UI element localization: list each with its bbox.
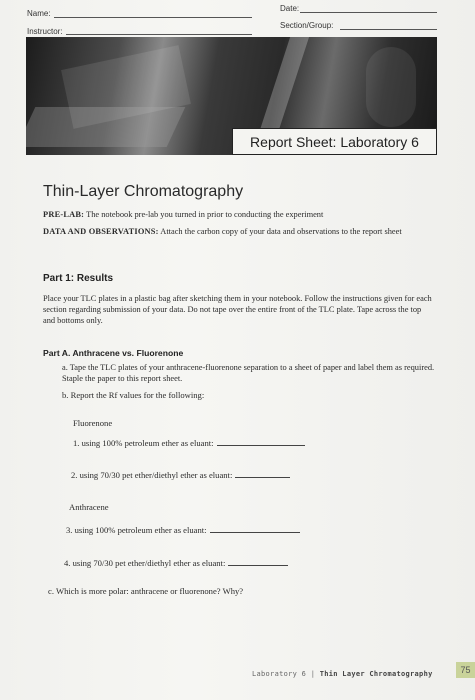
- question-4-text: 4. using 70/30 pet ether/diethyl ether as eluant:: [64, 558, 226, 568]
- data-observations-paragraph: [43, 226, 413, 237]
- footer-title: Thin Layer Chromatography: [319, 670, 433, 678]
- question-1: [73, 437, 305, 448]
- question-3-text: 3. using 100% petroleum ether as eluant:: [66, 525, 207, 535]
- page-footer: [252, 670, 433, 678]
- partA-item-b: b. Report the Rf values for the following:: [62, 390, 205, 400]
- footer-lab: Laboratory 6: [252, 670, 307, 678]
- page-title: Thin-Layer Chromatography: [43, 183, 244, 200]
- question-2: [71, 469, 290, 480]
- prelab-label: PRE-LAB:: [43, 210, 85, 219]
- question-2-answer-field[interactable]: [235, 469, 290, 478]
- prelab-paragraph: [43, 209, 433, 220]
- date-field[interactable]: [300, 12, 437, 13]
- prelab-text: The notebook pre-lab you turned in prior to conducting the experiment: [84, 210, 324, 219]
- partA-heading: Part A. Anthracene vs. Fluorenone: [43, 348, 184, 358]
- question-4-answer-field[interactable]: [228, 557, 288, 566]
- part1-instructions: Place your TLC plates in a plastic bag after sketching them in your notebook. Follow the instructions given for each section regarding submission of your data. Do not tape over the entire front of the TLC plate. Tape across the top and bottoms only.: [43, 294, 432, 325]
- question-1-text: 1. using 100% petroleum ether as eluant:: [73, 438, 214, 448]
- question-4: [64, 557, 288, 568]
- data-observations-label: DATA AND OBSERVATIONS:: [43, 227, 159, 236]
- report-sheet-title: Report Sheet: Laboratory 6: [232, 128, 437, 155]
- name-label: Name:: [27, 9, 51, 18]
- name-field[interactable]: [54, 17, 252, 18]
- question-3-answer-field[interactable]: [210, 524, 300, 533]
- partA-item-c: c. Which is more polar: anthracene or fluorenone? Why?: [48, 586, 244, 596]
- page-number: 75: [456, 662, 475, 678]
- partA-item-a: a. Tape the TLC plates of your anthracene-fluorenone separation to a sheet of paper and label them as required. Staple the paper to this report sheet.: [62, 363, 435, 383]
- part1-heading: Part 1: Results: [43, 273, 114, 284]
- section-group-field[interactable]: [340, 29, 437, 30]
- instructor-field[interactable]: [66, 34, 252, 35]
- section-group-label: Section/Group:: [280, 21, 334, 30]
- question-2-text: 2. using 70/30 pet ether/diethyl ether as eluant:: [71, 470, 233, 480]
- question-1-answer-field[interactable]: [217, 437, 305, 446]
- question-3: [66, 524, 300, 535]
- anthracene-label: Anthracene: [69, 502, 109, 512]
- date-label: Date:: [280, 4, 300, 13]
- footer-separator: |: [306, 670, 320, 678]
- data-observations-text: Attach the carbon copy of your data and observations to the report sheet: [158, 227, 402, 236]
- fluorenone-label: Fluorenone: [73, 418, 113, 428]
- instructor-label: Instructor:: [27, 27, 63, 36]
